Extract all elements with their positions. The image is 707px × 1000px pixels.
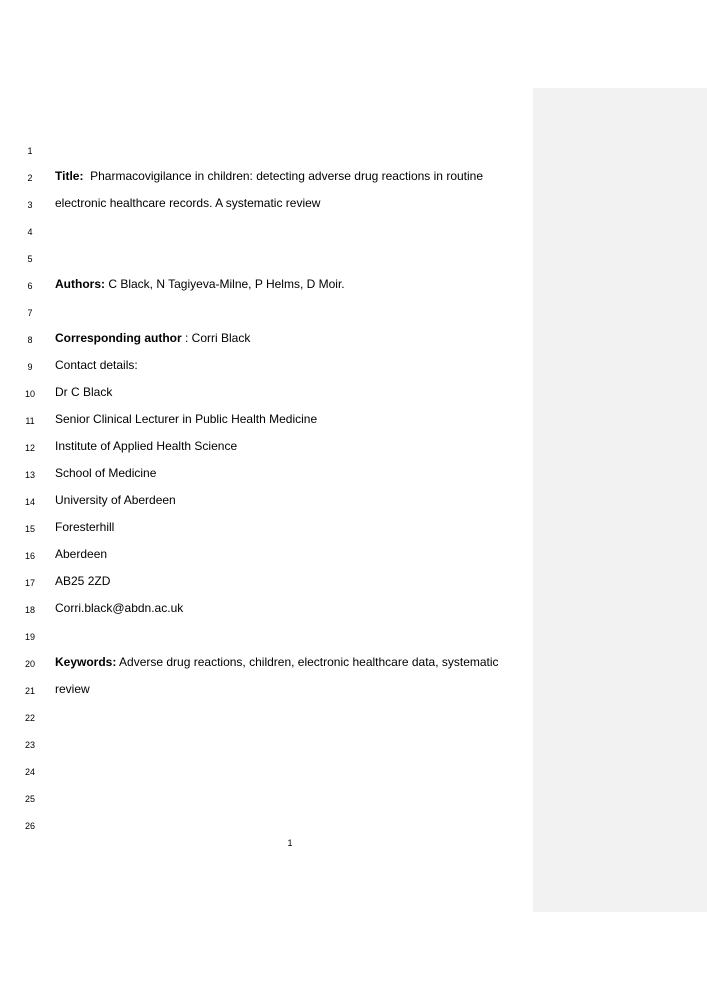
keywords-line [55,655,499,670]
line [0,624,533,651]
line [0,516,533,543]
line-number: 4 [27,227,33,237]
title-text: Pharmacovigilance in children: detecting adverse drug reactions in routine [83,169,484,183]
line [0,813,533,840]
line [0,300,533,327]
line-number: 7 [27,308,33,318]
title-line [55,169,483,184]
line [0,489,533,516]
line [0,597,533,624]
line-number: 11 [25,416,35,426]
line-number: 23 [24,740,35,750]
line-numbered-body [0,138,533,840]
contact-school: School of Medicine [55,466,157,480]
line-number: 22 [24,713,35,723]
corresponding-author-label: Corresponding author [55,331,182,345]
line-number: 8 [27,335,33,345]
line [0,354,533,381]
line [0,435,533,462]
line [0,570,533,597]
line [0,462,533,489]
line-number: 16 [24,551,35,561]
line [0,138,533,165]
line-number: 9 [27,362,33,372]
line-number: 14 [24,497,35,507]
line-number: 17 [24,578,35,588]
contact-city: Aberdeen [55,547,108,561]
title-label: Title: [55,169,84,183]
contact-university: University of Aberdeen [55,493,176,507]
contact-position: Senior Clinical Lecturer in Public Health Medicine [55,412,318,426]
line-number: 13 [24,470,35,480]
line [0,219,533,246]
line-number: 21 [24,686,35,696]
line [0,732,533,759]
keywords-continuation: review [55,682,90,696]
line-number: 12 [24,443,35,453]
line-number: 6 [27,281,33,291]
page-number: 1 [287,838,293,848]
comment-margin-pane [533,88,707,912]
authors-text: C Black, N Tagiyeva-Milne, P Helms, D Moir. [105,277,345,291]
authors-label: Authors: [55,277,105,291]
line-number: 10 [24,389,35,399]
line [0,759,533,786]
contact-email: Corri.black@abdn.ac.uk [55,601,184,615]
contact-postcode: AB25 2ZD [55,574,111,588]
corresponding-author-line [55,331,250,346]
line-number: 3 [27,200,33,210]
line [0,543,533,570]
corresponding-author-text: : Corri Black [181,331,251,345]
line-number: 24 [24,767,35,777]
contact-institute: Institute of Applied Health Science [55,439,238,453]
line-number: 2 [27,173,33,183]
line [0,192,533,219]
line-number: 18 [24,605,35,615]
line [0,408,533,435]
line-number: 19 [24,632,35,642]
line [0,651,533,678]
line [0,678,533,705]
authors-line [55,277,345,292]
line-number: 5 [27,254,33,264]
keywords-label: Keywords: [55,655,117,669]
line [0,246,533,273]
line-number: 20 [24,659,35,669]
line [0,381,533,408]
line [0,705,533,732]
line-number: 25 [24,794,35,804]
line [0,327,533,354]
line-number: 1 [27,146,33,156]
contact-name: Dr C Black [55,385,113,399]
line [0,273,533,300]
contact-address-line: Foresterhill [55,520,115,534]
contact-details-heading: Contact details: [55,358,138,372]
line [0,165,533,192]
line [0,786,533,813]
line-number: 15 [24,524,35,534]
keywords-text: Adverse drug reactions, children, electronic healthcare data, systematic [116,655,499,669]
line-number: 26 [24,821,35,831]
title-continuation: electronic healthcare records. A systematic review [55,196,321,210]
